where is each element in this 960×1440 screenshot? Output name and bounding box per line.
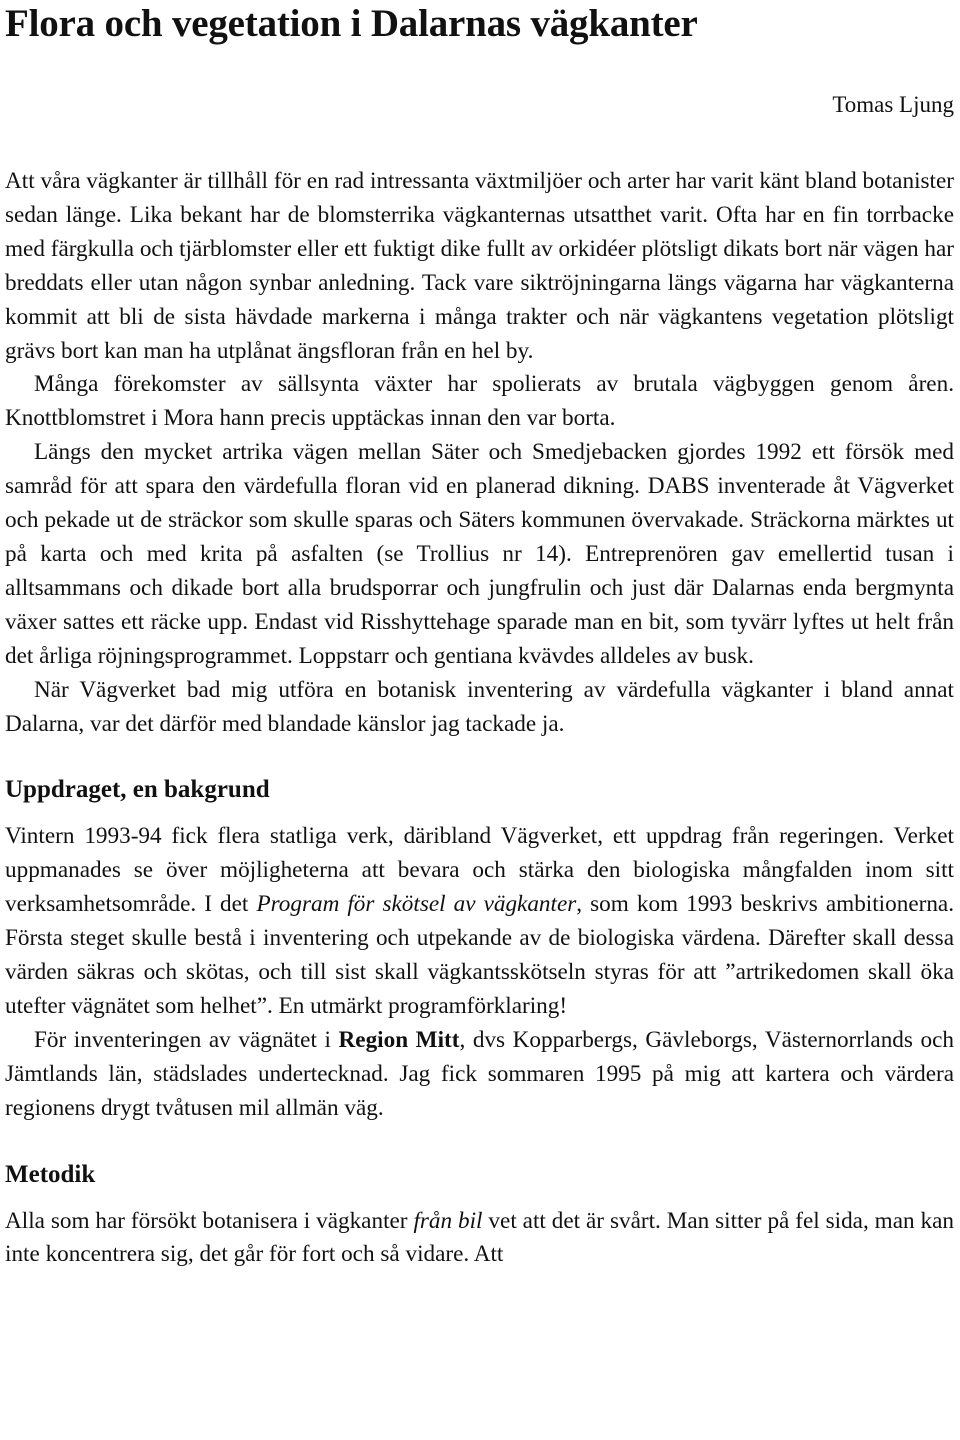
paragraph: Längs den mycket artrika vägen mellan Säter och Smedjebacken gjordes 1992 ett försök med samråd för att spara den värdefulla floran vid en planerad dikning. DABS inventerade åt Vägverket och pekade ut de sträckor som skulle sparas och Säters kommunen övervakade. Sträckorna märktes ut på karta och med krita på asfalten (se Trollius nr 14). Entreprenören gav emellertid tusan i alltsammans och dikade bort alla brudsporrar och jungfrulin och just där Dalarnas enda bergmynta växer sattes ett räcke upp. Endast vid Risshyttehage sparade man en bit, som tyvärr lyftes ut helt från det årliga röjningsprogrammet. Loppstarr och gentiana kvävdes alldeles av busk. [5,439,954,669]
section-heading-metodik: Metodik [5,1160,96,1188]
paragraph: Att våra vägkanter är tillhåll för en rad intressanta växtmiljöer och arter har varit känt bland botanister sedan länge. Lika bekant har de blomsterrika vägkanternas utsatthet varit. Ofta har en fin torrbacke med färgkulla och tjärblomster eller ett fuktigt dike fullt av orkidéer plötsligt dikats bort när vägen har breddats eller utan någon synbar anledning. Tack vare siktröjningarna längs vägarna har vägkanterna kommit att bli de sista hävdade markerna i många trakter och när vägkantens vegetation plötsligt grävs bort kan man ha utplånat ängsfloran från en hel by. [5,168,954,364]
paragraph [5,1205,954,1273]
program-title-italic: Program för skötsel av vägkanter [256,891,577,918]
paragraph [5,1024,954,1126]
section-heading-uppdraget: Uppdraget, en bakgrund [5,776,270,804]
paragraph: Många förekomster av sällsynta växter har spolierats av brutala vägbyggen genom åren. Knottblomstret i Mora hann precis upptäckas innan den var borta. [5,371,954,432]
text-run: vet att det är svårt. Man sitter på fel sida, man kan inte koncentrera sig, det går för fort och så vidare. Att [5,1207,955,1268]
emphasis-italic: från bil [413,1207,483,1234]
text-run: Vintern 1993-94 fick flera statliga verk, däribland Vägverket, ett uppdrag från regeringen. Verket uppmanades se över möjligheterna att bevara och stärka den biologiska mångfalden inom sitt verksamhetsområde. I det [5,823,954,918]
paragraph [5,820,954,1023]
author-name: Tomas Ljung [832,92,954,117]
region-name-bold: Region Mitt [338,1026,460,1053]
text-run: , som kom 1993 beskrivs ambitionerna. Första steget skulle bestå i inventering och utpekande av de biologiska värdena. Därefter skall dessa värden säkras och skötas, och till sist skall vägkantsskötseln styras för att ”artrikedomen skall öka utefter vägnätet som helhet”. En utmärkt programförklaring! [5,891,955,1019]
text-run: Alla som har försökt botanisera i vägkanter [5,1207,414,1234]
intro-section [5,165,954,741]
metodik-section [5,1205,954,1273]
paragraph: När Vägverket bad mig utföra en botanisk inventering av värdefulla vägkanter i bland annat Dalarna, var det därför med blandade känslor jag tackade ja. [5,676,954,737]
uppdraget-section [5,820,954,1125]
document-title: Flora och vegetation i Dalarnas vägkanter [5,2,698,45]
text-run: , dvs Kopparbergs, Gävleborgs, Västernorrlands och Jämtlands län, städslades undertecknad. Jag fick sommaren 1995 på mig att kartera och värdera regionens drygt tvåtusen mil allmän väg. [5,1026,954,1121]
text-run: För inventeringen av vägnätet i [34,1026,339,1053]
